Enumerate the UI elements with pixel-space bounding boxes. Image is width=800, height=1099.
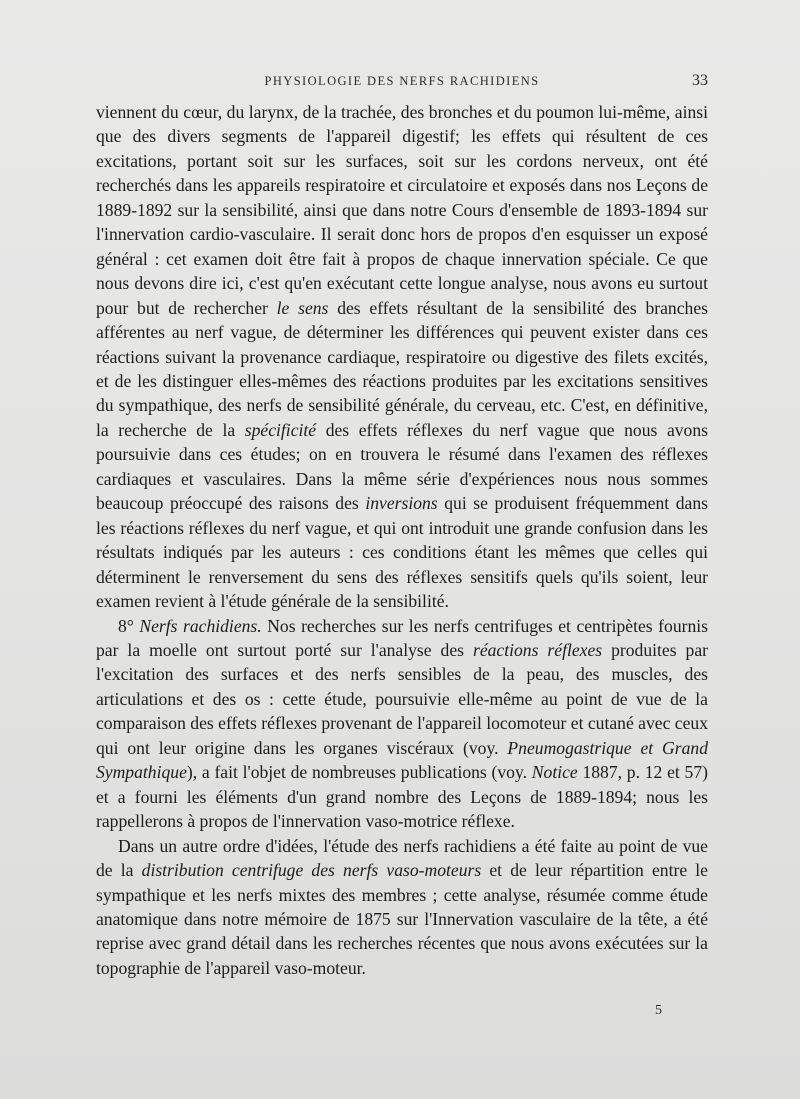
page-number: 33 [692,72,708,89]
running-title: PHYSIOLOGIE DES NERFS RACHIDIENS [264,74,540,88]
italic-text: Notice [531,762,578,783]
text-run: viennent du cœur, du larynx, de la trachée, des bronches et du poumon lui-même, ainsi que des divers segments de l'appareil digestif; les effets qui résultent de ces excitations, portant soit sur les surfaces, soit sur les cordons nerveux, ont été recherchés dans les appareils respiratoire et circulatoire et exposés dans nos Leçons de 1889-1892 sur la sensibilité, ainsi que dans notre Cours d'ensemble de 1893-1894 sur l'innervation cardio-vasculaire. Il serait donc hors de propos d'en esquisser un exposé général : cet examen doit être fait à propos de chaque innervation spéciale. Ce que nous devons dire ici, c'est qu'en exécutant cette longue analyse, nous avons eu surtout pour but de rechercher [96,102,708,318]
text-run: des effets résultant de la sensibilité des branches afférentes au nerf vague, de déterminer les différences qui peuvent exister dans ces réactions suivant la provenance cardiaque, respiratoire ou digestive des filets excités, et de les distinguer elles-mêmes des réactions produites par les excitations sensitives du sympathique, des nerfs de sensibilité générale, du cerveau, etc. C'est, en définitive, la recherche de la [96,297,708,440]
text-run: des effets réflexes du nerf vague que nous avons poursuivie dans ces études; on en trouvera le résumé dans l'examen des réflexes cardiaques et vasculaires. Dans la même série d'expériences nous nous sommes beaucoup préoccupé des raisons des [96,419,708,514]
paragraph-p3 [96,834,708,981]
paragraph-p2 [96,614,708,834]
italic-text: Nerfs rachidiens. [139,615,262,636]
signature-mark: 5 [655,1003,662,1018]
paragraph-p1 [96,100,708,614]
text-run: Dans un autre ordre d'idées, l'étude des nerfs rachidiens a été faite au point de vue de la [96,835,708,881]
text-run: qui se produisent fréquemment dans les réactions réflexes du nerf vague, et qui ont introduit une grande confusion dans les résultats indiqués par les auteurs : ces conditions étant les mêmes que celles qui déterminent le renversement du sens des réflexes sensitifs quels qu'ils soient, leur examen revient à l'étude générale de la sensibilité. [96,493,708,612]
italic-text: spécificité [244,419,317,440]
italic-text: Pneumogastrique et Grand Sympathique [96,737,708,783]
text-run: ), a fait l'objet de nombreuses publications (voy. [186,762,532,783]
italic-text: le sens [276,297,329,318]
italic-text: réactions réflexes [472,639,603,660]
italic-text: inversions [365,493,438,514]
text-run: 1887, p. 12 et 57) et a fourni les éléments d'un grand nombre des Leçons de 1889-1894; nous les rappellerons à propos de l'innervation vaso-motrice réflexe. [96,762,708,832]
text-run: Nos recherches sur les nerfs centrifuges et centripètes fournis par la moelle ont surtout porté sur l'analyse des [96,615,709,660]
text-run: 8° [118,615,140,636]
text-run: et de leur répartition entre le sympathique et les nerfs mixtes des membres ; cette analyse, résumée comme étude anatomique dans notre mémoire de 1875 sur l'Innervation vasculaire de la tête, a été reprise avec grand détail dans les recherches récentes que nous avons exécutées sur la topographie de l'appareil vaso-moteur. [96,860,708,978]
italic-text: distribution centrifuge des nerfs vaso-moteurs [141,860,482,881]
page-header [96,74,708,96]
text-run: produites par l'excitation des surfaces et des nerfs sensibles de la peau, des muscles, des articulations et des os : cette étude, poursuivie elle-même au point de vue de la comparaison des effets réflexes provenant de l'appareil locomoteur et cutané avec ceux qui ont leur origine dans les organes viscéraux (voy. [96,639,708,758]
body-text [96,100,708,980]
